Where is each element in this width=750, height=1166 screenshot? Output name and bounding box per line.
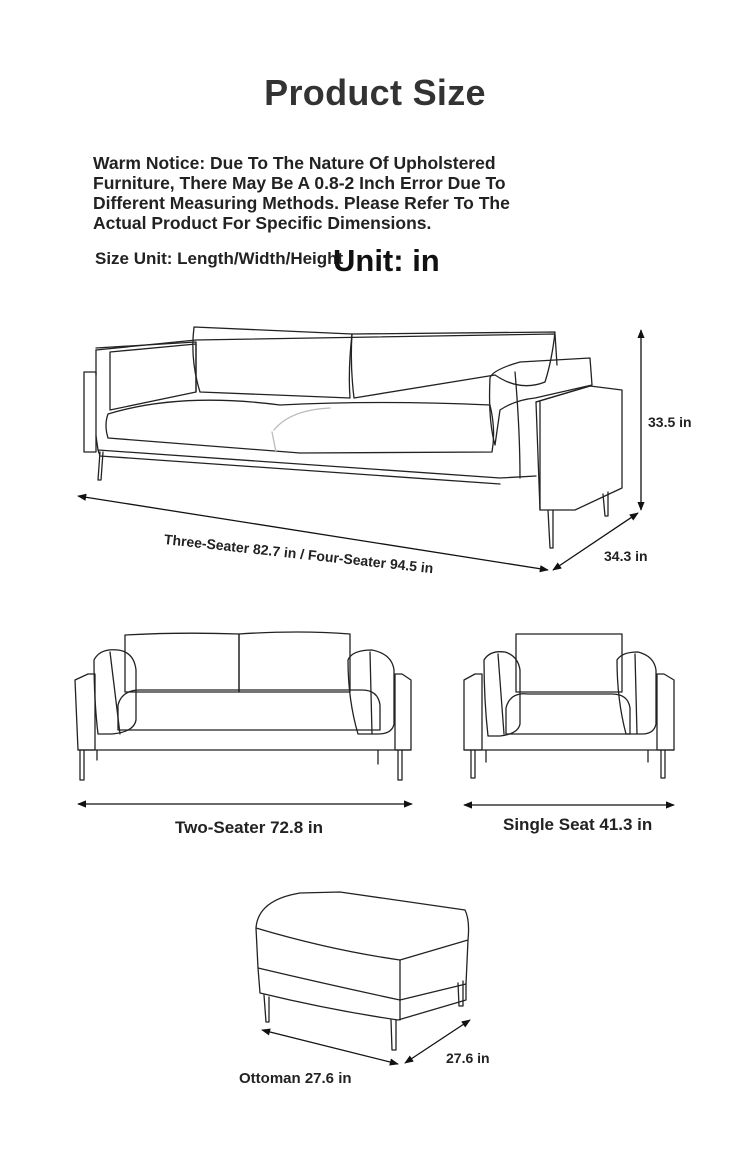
single-seat-drawing [464, 634, 674, 778]
ottoman-length-label: Ottoman 27.6 in [239, 1070, 352, 1087]
three-seater-sofa-drawing [84, 327, 622, 548]
ottoman-dimension-arrows [262, 1020, 470, 1064]
page-title: Product Size [264, 72, 486, 113]
three-four-seater-length-label: Three-Seater 82.7 in / Four-Seater 94.5 in [163, 531, 435, 577]
three-seater-height-label: 33.5 in [648, 414, 692, 430]
two-seater-length-label: Two-Seater 72.8 in [175, 818, 324, 837]
warm-notice: Warm Notice: Due To The Nature Of Upholstered Furniture, There May Be A 0.8-2 Inch Error Due To Different Measuring Methods. Please Refer To The Actual Product For Specific Dimensions. [93, 153, 510, 233]
ottoman-drawing [256, 892, 469, 1050]
unit-label: Unit: in [333, 243, 440, 278]
two-seater-sofa-drawing [75, 632, 411, 780]
ottoman-depth-label: 27.6 in [446, 1050, 490, 1066]
three-seater-depth-label: 34.3 in [604, 548, 648, 564]
size-unit-label: Size Unit: Length/Width/Height [95, 249, 344, 268]
single-seat-length-label: Single Seat 41.3 in [503, 815, 653, 834]
three-seater-dimension-arrows [78, 330, 641, 570]
